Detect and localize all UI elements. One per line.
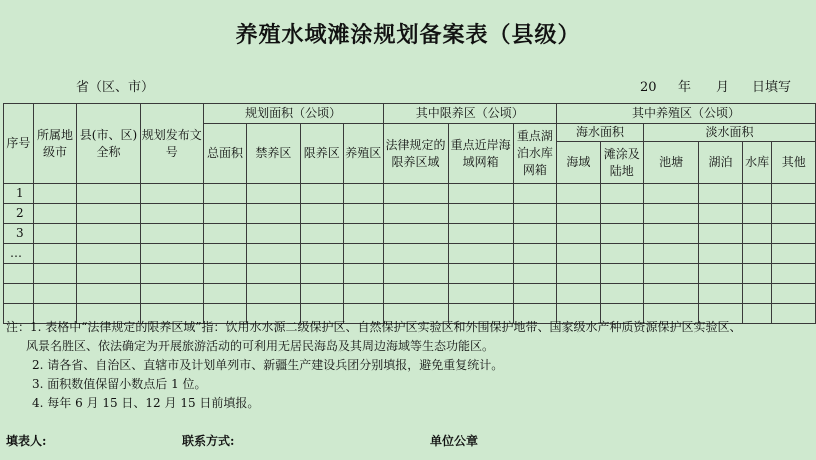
data-cell[interactable] [247,224,300,244]
data-cell[interactable] [513,184,556,204]
data-cell[interactable] [557,184,600,204]
data-cell[interactable] [742,184,772,204]
data-cell[interactable] [383,284,448,304]
date-year-prefix: 20 [640,80,657,95]
data-cell[interactable] [699,224,742,244]
data-cell[interactable] [742,284,772,304]
data-cell[interactable] [557,244,600,264]
data-cell[interactable] [140,244,203,264]
data-cell[interactable] [600,264,643,284]
header-fresh-area: 淡水面积 [644,124,816,142]
data-cell[interactable] [742,224,772,244]
data-cell[interactable] [772,204,816,224]
data-cell[interactable] [140,204,203,224]
data-cell[interactable] [77,204,140,224]
contact-label: 联系方式: [182,434,235,448]
row-number: 3 [4,224,34,244]
header-limit-lake: 重点湖泊水库网箱 [513,124,556,184]
data-cell[interactable] [33,224,76,244]
row-number: 2 [4,204,34,224]
header-limit-legal: 法律规定的限养区域 [383,124,448,184]
header-pond: 池塘 [644,142,699,184]
note-1-continued: 风景名胜区、依法确定为开展旅游活动的可利用无居民海岛及其周边海域等生态功能区。 [26,339,495,353]
data-cell[interactable] [343,264,383,284]
header-lake: 湖泊 [699,142,742,184]
form-title: 养殖水域滩涂规划备案表（县级） [235,22,581,48]
notes-block [6,318,742,413]
data-cell[interactable] [513,264,556,284]
header-plan-total: 总面积 [203,124,246,184]
data-cell[interactable] [77,244,140,264]
row-number: … [4,244,34,264]
table-row [4,204,816,224]
data-cell[interactable] [77,284,140,304]
filler-label: 填表人: [6,434,47,448]
row-number [4,264,34,284]
data-cell[interactable] [513,284,556,304]
data-cell[interactable] [383,184,448,204]
data-cell[interactable] [383,264,448,284]
row-number: 1 [4,184,34,204]
header-county: 县(市、区)全称 [77,104,140,184]
data-cell[interactable] [33,184,76,204]
data-cell[interactable] [742,244,772,264]
data-cell[interactable] [77,184,140,204]
data-cell[interactable] [772,304,816,324]
data-cell[interactable] [600,224,643,244]
data-cell[interactable] [772,244,816,264]
data-cell[interactable] [448,204,513,224]
data-cell[interactable] [383,224,448,244]
data-cell[interactable] [448,244,513,264]
data-cell[interactable] [343,224,383,244]
data-cell[interactable] [513,224,556,244]
header-breed-group: 其中养殖区（公顷） [557,104,816,124]
data-cell[interactable] [742,264,772,284]
header-seq: 序号 [4,104,34,184]
table-row [4,264,816,284]
data-cell[interactable] [644,244,699,264]
data-cell[interactable] [300,284,343,304]
data-cell[interactable] [140,284,203,304]
data-cell[interactable] [742,304,772,324]
data-cell[interactable] [600,284,643,304]
note-3: 3. 面积数值保留小数点后 1 位。 [32,377,207,391]
row-number [4,284,34,304]
header-sea: 海域 [557,142,600,184]
table-row [4,244,816,264]
date-month-label: 月 [716,80,730,95]
data-cell[interactable] [203,204,246,224]
data-cell[interactable] [557,204,600,224]
data-cell[interactable] [772,224,816,244]
data-cell[interactable] [644,204,699,224]
table-row [4,224,816,244]
header-plan-area: 规划面积（公顷） [203,104,383,124]
data-cell[interactable] [742,204,772,224]
data-cell[interactable] [77,224,140,244]
data-cell[interactable] [772,284,816,304]
data-cell[interactable] [33,264,76,284]
filing-table [3,103,816,324]
data-cell[interactable] [383,204,448,224]
data-cell[interactable] [203,244,246,264]
table-row [4,284,816,304]
data-cell[interactable] [300,184,343,204]
data-cell[interactable] [600,204,643,224]
data-cell[interactable] [513,244,556,264]
data-cell[interactable] [140,184,203,204]
data-cell[interactable] [699,284,742,304]
data-cell[interactable] [140,264,203,284]
header-plan-limit: 限养区 [300,124,343,184]
data-cell[interactable] [140,224,203,244]
header-plan-ban: 禁养区 [247,124,300,184]
data-cell[interactable] [557,224,600,244]
header-limit-group: 其中限养区（公顷） [383,104,557,124]
header-city: 所属地级市 [33,104,76,184]
data-cell[interactable] [644,284,699,304]
data-cell[interactable] [300,204,343,224]
data-cell[interactable] [448,284,513,304]
data-cell[interactable] [448,264,513,284]
header-plan-breed: 养殖区 [343,124,383,184]
province-line: 省（区、市） [76,80,155,95]
data-cell[interactable] [203,284,246,304]
data-cell[interactable] [557,264,600,284]
data-cell[interactable] [247,264,300,284]
data-cell[interactable] [772,264,816,284]
note-2: 2. 请各省、自治区、直辖市及计划单列市、新疆生产建设兵团分别填报，避免重复统计。 [32,358,504,372]
header-doc-no: 规划发布文号 [140,104,203,184]
header-sea-area: 海水面积 [557,124,644,142]
date-year-label: 年 [678,80,692,95]
seal-label: 单位公章 [430,434,479,448]
header-reservoir: 水库 [742,142,772,184]
data-cell[interactable] [699,184,742,204]
data-cell[interactable] [772,184,816,204]
data-cell[interactable] [699,204,742,224]
date-day-label: 日填写 [752,80,792,95]
data-cell[interactable] [247,184,300,204]
data-cell[interactable] [343,184,383,204]
date-line [640,76,791,95]
data-cell[interactable] [203,264,246,284]
data-cell[interactable] [644,184,699,204]
data-cell[interactable] [343,284,383,304]
data-cell[interactable] [77,264,140,284]
data-cell[interactable] [644,224,699,244]
data-cell[interactable] [343,244,383,264]
data-cell[interactable] [448,224,513,244]
table-row [4,184,816,204]
data-cell[interactable] [644,264,699,284]
data-cell[interactable] [300,264,343,284]
note-4: 4. 每年 6 月 15 日、12 月 15 日前填报。 [32,396,260,410]
data-cell[interactable] [699,244,742,264]
data-cell[interactable] [247,204,300,224]
data-cell[interactable] [247,284,300,304]
data-cell[interactable] [557,284,600,304]
header-other: 其他 [772,142,816,184]
data-cell[interactable] [33,284,76,304]
data-cell[interactable] [600,184,643,204]
note-1: 注：1. 表格中“法律规定的限养区域”指：饮用水水源二级保护区、自然保护区实验区和外围保护地带、国家级水产种质资源保护区实验区、 [6,320,742,334]
data-cell[interactable] [300,224,343,244]
data-cell[interactable] [699,264,742,284]
data-cell[interactable] [513,204,556,224]
data-cell[interactable] [247,244,300,264]
header-limit-sea: 重点近岸海域网箱 [448,124,513,184]
data-cell[interactable] [203,224,246,244]
data-cell[interactable] [300,244,343,264]
data-cell[interactable] [33,204,76,224]
data-cell[interactable] [33,244,76,264]
data-cell[interactable] [600,244,643,264]
header-beach: 滩涂及陆地 [600,142,643,184]
data-cell[interactable] [203,184,246,204]
data-cell[interactable] [383,244,448,264]
data-cell[interactable] [343,204,383,224]
data-cell[interactable] [448,184,513,204]
